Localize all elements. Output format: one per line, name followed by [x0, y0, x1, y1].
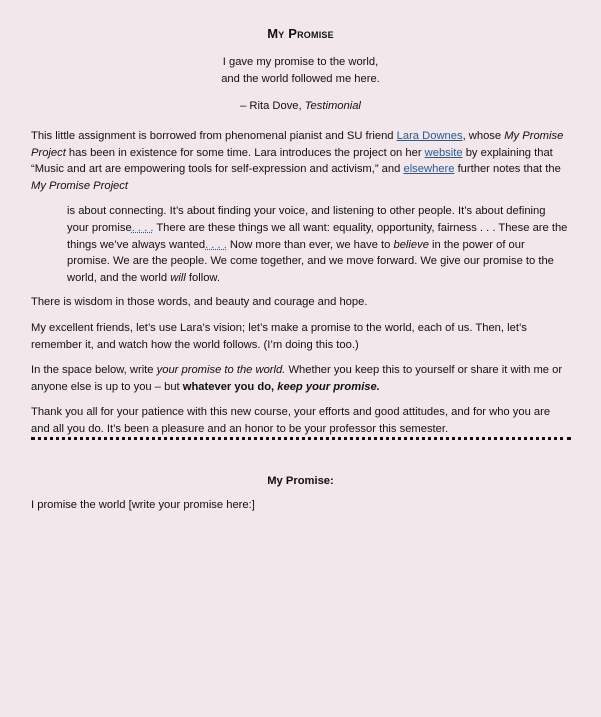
quote-emphasis-believe: believe [393, 238, 429, 251]
intro-project-name: My Promise Project [31, 130, 564, 159]
wisdom-paragraph: There is wisdom in those words, and beauty and courage and hope. [31, 296, 368, 309]
instructions-text-2: Whether you keep this to yourself or share it with me or anyone else is up to you – but [31, 364, 563, 393]
intro-text-4: by explaining that “Music and art are empowering tools for self-expression and activism,” and [31, 146, 553, 176]
instructions-bold: whatever you do, [182, 380, 278, 393]
instructions-paragraph [31, 362, 571, 395]
promise-input-line[interactable]: I promise the world [write your promise here:] [31, 499, 255, 511]
intro-text-1: This little assignment is borrowed from phenomenal pianist and SU friend [31, 130, 397, 142]
page-title: My Promise [267, 26, 334, 41]
thanks-paragraph: Thank you all for your patience with this new course, your efforts and good attitudes, and for who you are and all you do. It’s been a pleasure and an honor to be your professor this semester. [31, 406, 551, 435]
quote-text-1: is about connecting. It’s about finding your voice, and listening to other people. It’s about defining your promise [67, 205, 546, 234]
block-quote [31, 203, 571, 286]
vision-paragraph: My excellent friends, let’s use Lara’s vision; let’s make a promise to the world, each of us. Then, let’s remember it, and watch how the world follows. (I’m doing this too.) [31, 321, 527, 351]
quote-text-5: follow. [185, 271, 220, 284]
intro-paragraph [31, 128, 571, 194]
epigraph-line-1: I gave my promise to the world, [222, 56, 379, 68]
quote-text-2: There are these things we all want: equality, opportunity, fairness . . . These are the things we’ve always wanted [67, 221, 568, 251]
attribution-author: – Rita Dove, [240, 100, 305, 112]
body-content [31, 128, 571, 447]
dotted-divider [31, 437, 571, 440]
instructions-bold-italic: keep your promise. [277, 380, 380, 393]
website-link[interactable]: website [424, 146, 463, 159]
instructions-emphasis: your promise to the world. [156, 364, 286, 377]
elsewhere-link[interactable]: elsewhere [403, 163, 455, 176]
quote-text-4: in the power of our promise. We are the people. We come together, and we move forward. We give our promise to the world, and the world [67, 238, 554, 284]
instructions-text-1: In the space below, write [31, 364, 157, 377]
epigraph [0, 54, 601, 87]
quote-emphasis-will: will [170, 271, 186, 284]
intro-text-3: has been in existence for some time. Lara introduces the project on her [65, 146, 425, 159]
lara-downes-link[interactable]: Lara Downes [396, 130, 463, 142]
epigraph-attribution [0, 98, 601, 115]
quote-ellipsis-link-2[interactable]: . . . . [205, 238, 227, 251]
epigraph-line-2: and the world followed me here. [221, 72, 380, 85]
attribution-work: Testimonial [304, 100, 361, 112]
intro-text-5: further notes that the [454, 163, 561, 176]
promise-heading: My Promise: [267, 475, 334, 487]
intro-text-2: , whose [462, 130, 505, 142]
quote-ellipsis-link-1[interactable]: . . . . [131, 221, 154, 234]
intro-project-name-2: My Promise Project [31, 179, 128, 192]
quote-text-3: Now more than ever, we have to [226, 238, 394, 251]
